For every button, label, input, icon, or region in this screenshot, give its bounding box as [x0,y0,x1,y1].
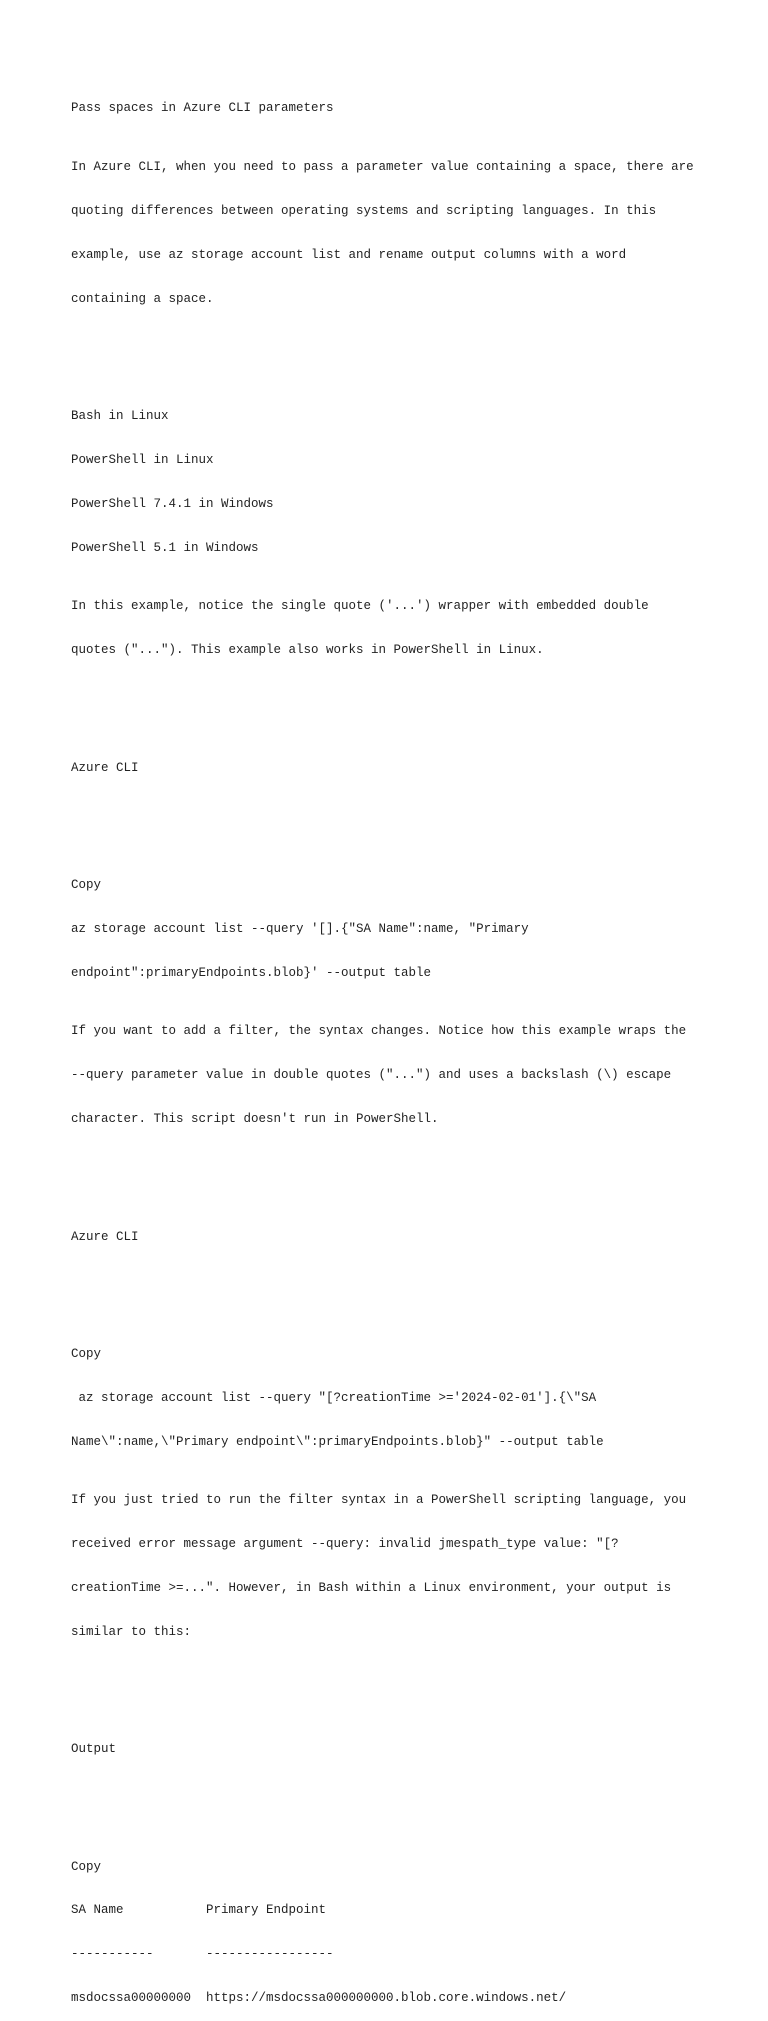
copy-button[interactable]: Copy [71,1346,102,1361]
output-line: SA Name Primary Endpoint [71,1903,327,1918]
code-language-label: Azure CLI [71,760,139,775]
spacer [71,1288,731,1303]
code-line: Name\":name,\"Primary endpoint\":primaryEndpoints.blob}" --output table [71,1434,604,1449]
spacer [71,1171,731,1186]
explanation-line: If you just tried to run the filter syntax in a PowerShell scripting language, you [71,1493,687,1508]
explanation-line: In this example, notice the single quote ('...') wrapper with embedded double [71,599,649,614]
page-title: Pass spaces in Azure CLI parameters [71,101,334,116]
code-line: az storage account list --query "[?creationTime >='2024-02-01'].{\"SA [71,1390,597,1405]
environment-item[interactable]: PowerShell in Linux [71,452,214,467]
explanation-line: --query parameter value in double quotes ("...") and uses a backslash (\) escape [71,1068,672,1083]
document [71,72,731,2021]
intro-line: containing a space. [71,291,214,306]
explanation-line: similar to this: [71,1625,192,1640]
explanation-line: received error message argument --query: invalid jmespath_type value: "[? [71,1537,619,1552]
spacer [71,350,731,365]
output-line: ----------- ----------------- [71,1947,334,1962]
code-language-label: Azure CLI [71,1229,139,1244]
environment-item[interactable]: PowerShell 5.1 in Windows [71,540,259,555]
copy-button[interactable]: Copy [71,877,102,892]
explanation-line: quotes ("..."). This example also works in PowerShell in Linux. [71,643,544,658]
environment-item[interactable]: PowerShell 7.4.1 in Windows [71,496,274,511]
intro-line: quoting differences between operating systems and scripting languages. In this [71,203,657,218]
spacer [71,702,731,717]
output-label: Output [71,1742,117,1757]
intro-line: example, use az storage account list and rename output columns with a word [71,247,627,262]
code-line: az storage account list --query '[].{"SA Name":name, "Primary [71,921,529,936]
environment-item[interactable]: Bash in Linux [71,409,169,423]
spacer [71,1684,731,1699]
output-line: msdocssa00000000 https://msdocssa000000000.blob.core.windows.net/ [71,1991,567,2006]
code-line: endpoint":primaryEndpoints.blob}' --output table [71,965,432,980]
intro-line: In Azure CLI, when you need to pass a parameter value containing a space, there are [71,159,694,174]
explanation-line: character. This script doesn't run in PowerShell. [71,1112,439,1127]
explanation-line: If you want to add a filter, the syntax changes. Notice how this example wraps the [71,1024,687,1039]
spacer [71,819,731,834]
spacer [71,1801,731,1816]
explanation-line: creationTime >=...". However, in Bash within a Linux environment, your output is [71,1581,672,1596]
copy-button[interactable]: Copy [71,1859,102,1874]
